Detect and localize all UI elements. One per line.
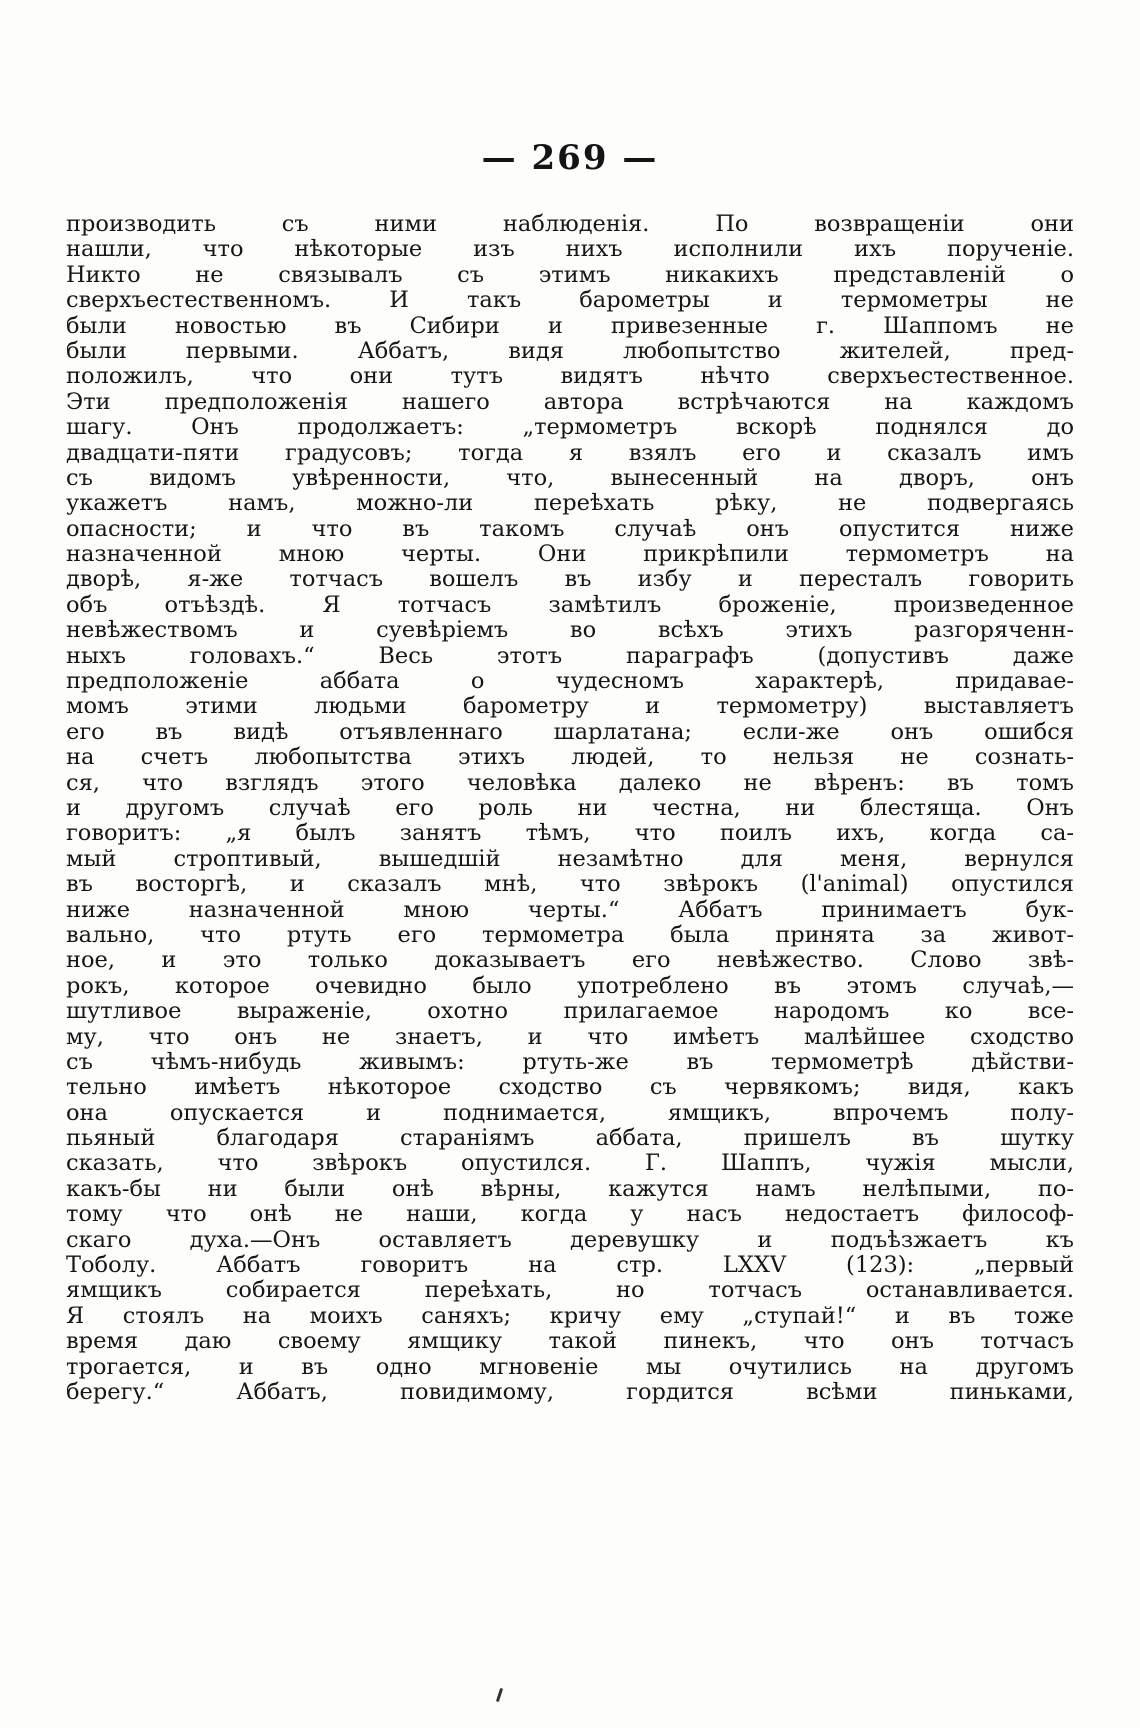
text-line: Эти предположенія нашего автора встрѣчаются на каждомъ (66, 388, 1074, 415)
body-text (66, 212, 1074, 1405)
text-line: сверхъестественномъ. И такъ барометры и термометры не (66, 287, 1074, 314)
text-line: вально, что ртуть его термометра была принята за живот- (66, 921, 1074, 948)
text-line: сказать, что звѣрокъ опустился. Г. Шаппъ, чужія мысли, (66, 1150, 1074, 1177)
text-line: она опускается и поднимается, ямщикъ, впрочемъ полу- (66, 1099, 1074, 1126)
text-line: мый строптивый, вышедшій незамѣтно для меня, вернулся (66, 845, 1074, 872)
text-line: объ отъѣздѣ. Я тотчасъ замѣтилъ броженіе, произведенное (66, 591, 1074, 618)
text-line: его въ видѣ отъявленнаго шарлатана; если-же онъ ошибся (66, 718, 1074, 745)
text-line: производить съ ними наблюденія. По возвращеніи они (66, 211, 1074, 237)
text-line: и другомъ случаѣ его роль ни честна, ни блестяща. Онъ (66, 794, 1074, 821)
text-line: ниже назначенной мною черты.“ Аббатъ принимаетъ бук- (66, 896, 1074, 923)
text-line: трогается, и въ одно мгновеніе мы очутились на другомъ (66, 1353, 1074, 1380)
text-line: укажетъ намъ, можно-ли переѣхать рѣку, не подвергаясь (66, 490, 1074, 517)
text-line: тельно имѣетъ нѣкоторое сходство съ червякомъ; видя, какъ (66, 1074, 1074, 1101)
text-line: какъ-бы ни были онѣ вѣрны, кажутся намъ нелѣпыми, по- (66, 1175, 1074, 1202)
print-speck (496, 1688, 503, 1702)
text-line: въ восторгѣ, и сказалъ мнѣ, что звѣрокъ (l'animal) опустился (66, 871, 1074, 898)
text-line: время даю своему ямщику такой пинекъ, что онъ тотчасъ (66, 1328, 1074, 1355)
text-line: шутливое выраженіе, охотно прилагаемое народомъ ко все- (66, 998, 1074, 1025)
text-line: опасности; и что въ такомъ случаѣ онъ опустится ниже (66, 515, 1074, 542)
text-line: двадцати-пяти градусовъ; тогда я взялъ его и сказалъ имъ (66, 439, 1074, 466)
text-line: невѣжествомъ и суевѣріемъ во всѣхъ этихъ разгоряченн- (66, 617, 1074, 644)
text-line: Никто не связывалъ съ этимъ никакихъ представленій о (66, 261, 1074, 288)
text-line: рокъ, которое очевидно было употреблено въ этомъ случаѣ,— (66, 972, 1074, 999)
text-line: нашли, что нѣкоторые изъ нихъ исполнили ихъ порученіе. (66, 236, 1074, 263)
text-line: были новостью въ Сибири и привезенные г. Шаппомъ не (66, 312, 1074, 339)
page-number: — 269 — (481, 138, 659, 178)
text-line: тому что онѣ не наши, когда у насъ недостаетъ философ- (66, 1201, 1074, 1228)
text-line: предположеніе аббата о чудесномъ характерѣ, придавае- (66, 668, 1074, 695)
text-line: ныхъ головахъ.“ Весь этотъ параграфъ (допустивъ даже (66, 642, 1074, 669)
text-line: положилъ, что они тутъ видятъ нѣчто сверхъестественное. (66, 363, 1074, 390)
text-line: на счетъ любопытства этихъ людей, то нельзя не сознать- (66, 744, 1074, 771)
text-line: говоритъ: „я былъ занятъ тѣмъ, что поилъ ихъ, когда са- (66, 820, 1074, 847)
text-line: съ чѣмъ-нибудь живымъ: ртуть-же въ термометрѣ дѣйстви- (66, 1048, 1074, 1075)
text-line: му, что онъ не знаетъ, и что имѣетъ малѣйшее сходство (66, 1023, 1074, 1050)
text-line: ся, что взглядъ этого человѣка далеко не вѣренъ: въ томъ (66, 769, 1074, 796)
text-line: были первыми. Аббатъ, видя любопытство жителей, пред- (66, 337, 1074, 364)
text-line: дворѣ, я-же тотчасъ вошелъ въ избу и пересталъ говорить (66, 566, 1074, 593)
text-line: момъ этими людьми барометру и термометру) выставляетъ (66, 693, 1074, 720)
text-line: Тоболу. Аббатъ говоритъ на стр. LXXV (123): „первый (66, 1252, 1074, 1279)
text-line: Я стоялъ на моихъ саняхъ; кричу ему „ступай!“ и въ тоже (66, 1302, 1074, 1329)
text-line: ное, и это только доказываетъ его невѣжество. Слово звѣ- (66, 947, 1074, 974)
text-line: скаго духа.—Онъ оставляетъ деревушку и подъѣзжаетъ къ (66, 1226, 1074, 1253)
text-line: шагу. Онъ продолжаетъ: „термометръ вскорѣ поднялся до (66, 414, 1074, 441)
text-line: пьяный благодаря стараніямъ аббата, пришелъ въ шутку (66, 1125, 1074, 1152)
text-line: ямщикъ собирается переѣхать, но тотчасъ останавливается. (66, 1277, 1074, 1304)
text-line: берегу.“ Аббатъ, повидимому, гордится всѣми пиньками, (66, 1378, 1074, 1405)
text-line: назначенной мною черты. Они прикрѣпили термометръ на (66, 541, 1074, 568)
text-line: съ видомъ увѣренности, что, вынесенный на дворъ, онъ (66, 464, 1074, 491)
